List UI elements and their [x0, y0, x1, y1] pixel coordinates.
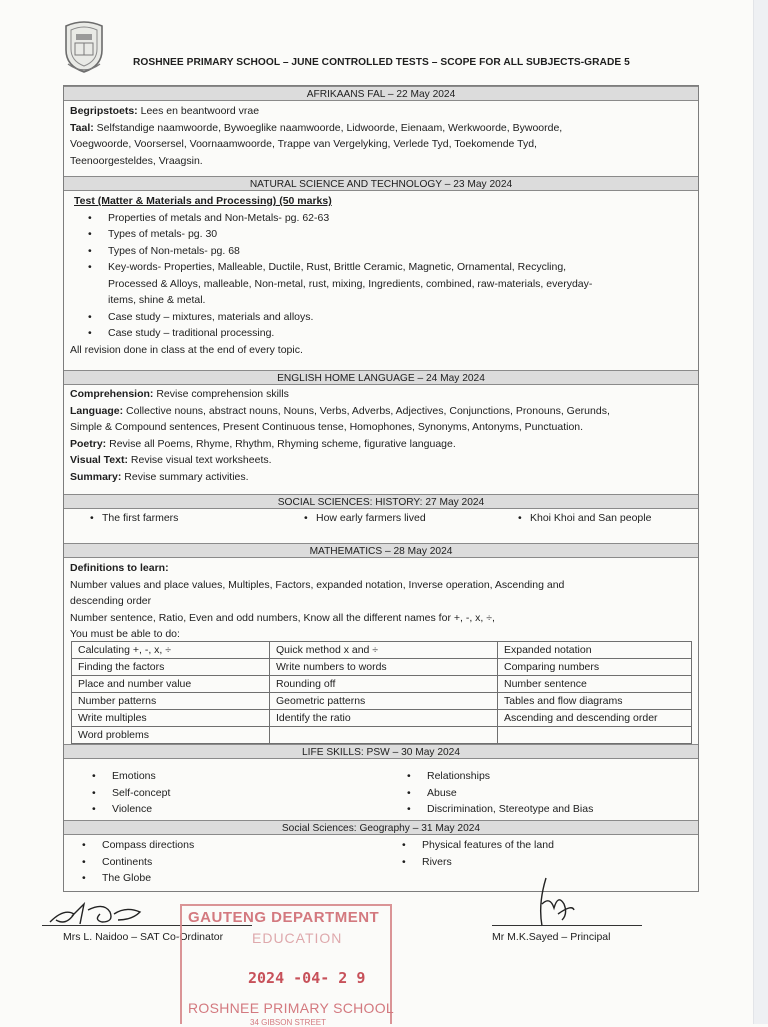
maths-definitions-label: Definitions to learn:: [70, 562, 169, 574]
geography-right: [384, 837, 698, 870]
maths-skills-table: [71, 641, 692, 744]
english-text-language: Collective nouns, abstract nouns, Nouns, Verbs, Adverbs, Adjectives, Conjunctions, Pronouns, Gerunds,: [126, 404, 610, 417]
table-cell: Word problems: [72, 727, 270, 744]
table-cell: Comparing numbers: [498, 659, 692, 676]
maths-text-3: Number sentence, Ratio, Even and odd numbers, Know all the different names for +, -, x, ÷,: [70, 611, 495, 624]
life-skills-item: • Abuse: [389, 785, 698, 802]
history-item: The first farmers: [102, 512, 179, 524]
table-cell: Calculating +, -, x, ÷: [72, 642, 270, 659]
science-item: • Properties of metals and Non-Metals- pg. 62-63: [70, 210, 692, 227]
section-heading-geography: Social Sciences: Geography – 31 May 2024: [64, 820, 698, 835]
afrikaans-text-taal-2: Voegwoorde, Voorsersel, Voornaamwoorde, Trappe van Vergelyking, Verlede Tyd, Toekomende Tyd,: [70, 138, 537, 150]
english-text-comprehension: Revise comprehension skills: [156, 388, 289, 400]
science-content: [70, 193, 692, 358]
table-cell: Place and number value: [72, 676, 270, 693]
table-cell: Number sentence: [498, 676, 692, 693]
signature-naidoo-icon: [44, 898, 154, 932]
section-heading-life-skills: LIFE SKILLS: PSW – 30 May 2024: [64, 744, 698, 759]
stamp-date: 2024 -04- 2 9: [248, 969, 366, 987]
english-label-language: Language:: [70, 404, 124, 417]
table-row: [72, 676, 692, 693]
table-cell: [498, 727, 692, 744]
table-cell: Write numbers to words: [270, 659, 498, 676]
section-heading-science: NATURAL SCIENCE AND TECHNOLOGY – 23 May 2024: [64, 176, 698, 191]
science-keywords-3: items, shine & metal.: [108, 294, 206, 306]
life-skills-item: • Emotions: [74, 768, 384, 785]
science-note: All revision done in class at the end of every topic.: [70, 343, 303, 356]
science-item: • Types of metals- pg. 30: [70, 226, 692, 243]
table-cell: Geometric patterns: [270, 693, 498, 710]
table-row: [72, 659, 692, 676]
section-heading-afrikaans: AFRIKAANS FAL – 22 May 2024: [64, 86, 698, 101]
table-row: [72, 710, 692, 727]
signature-line-right: [492, 925, 642, 926]
geography-item: • Continents: [64, 854, 384, 871]
signature-right-name: Mr M.K.Sayed – Principal: [492, 931, 611, 943]
science-item: • Case study – traditional processing.: [70, 325, 692, 342]
table-cell: Finding the factors: [72, 659, 270, 676]
science-keywords-2: Processed & Alloys, malleable, Non-metal, rust, mixing, Ingredients, combined, raw-materials, everyday-: [108, 277, 593, 290]
history-item: Khoi Khoi and San people: [530, 512, 652, 524]
life-skills-right: [384, 768, 698, 818]
life-skills-item: • Violence: [74, 801, 384, 818]
document-title: ROSHNEE PRIMARY SCHOOL – JUNE CONTROLLED TESTS – SCOPE FOR ALL SUBJECTS-GRADE 5: [133, 57, 630, 68]
afrikaans-label-taal: Taal:: [70, 121, 94, 134]
school-crest-icon: [62, 20, 106, 74]
geography-item: • Physical features of the land: [384, 837, 698, 854]
maths-content: [70, 560, 692, 643]
table-cell: Rounding off: [270, 676, 498, 693]
maths-text-2: descending order: [70, 595, 152, 607]
maths-text-1: Number values and place values, Multiples, Factors, expanded notation, Inverse operation, Ascending and: [70, 578, 565, 591]
table-cell: Tables and flow diagrams: [498, 693, 692, 710]
department-stamp: [180, 904, 395, 1027]
table-cell: Identify the ratio: [270, 710, 498, 727]
life-skills-item: • Relationships: [389, 768, 698, 785]
geography-item: • The Globe: [64, 870, 384, 887]
afrikaans-text-taal-3: Teenoorgesteldes, Vraagsin.: [70, 154, 203, 167]
stamp-line-1: GAUTENG DEPARTMENT: [188, 909, 380, 926]
life-skills-item: • Discrimination, Stereotype and Bias: [389, 801, 698, 818]
english-text-poetry: Revise all Poems, Rhyme, Rhythm, Rhyming scheme, figurative language.: [109, 437, 456, 450]
table-cell: Ascending and descending order: [498, 710, 692, 727]
table-cell: [270, 727, 498, 744]
english-label-summary: Summary:: [70, 470, 122, 483]
history-item: How early farmers lived: [316, 512, 426, 524]
life-skills-left: [64, 768, 384, 818]
table-cell: Quick method x and ÷: [270, 642, 498, 659]
geography-item: • Rivers: [384, 854, 698, 871]
section-heading-maths: MATHEMATICS – 28 May 2024: [64, 543, 698, 558]
table-cell: Write multiples: [72, 710, 270, 727]
history-items: • The first farmers • How early farmers lived • Khoi Khoi and San people: [90, 512, 652, 524]
life-skills-item: • Self-concept: [74, 785, 384, 802]
english-label-comprehension: Comprehension:: [70, 388, 154, 400]
science-keywords-1: Key-words- Properties, Malleable, Ductile, Rust, Brittle Ceramic, Magnetic, Ornamental, Recycling,: [108, 261, 567, 273]
afrikaans-content: [70, 103, 692, 169]
stamp-line-2: EDUCATION: [252, 930, 343, 946]
science-item: • Case study – mixtures, materials and alloys.: [70, 309, 692, 326]
english-text-visual: Revise visual text worksheets.: [130, 454, 272, 466]
table-row: [72, 693, 692, 710]
english-label-poetry: Poetry:: [70, 437, 107, 450]
science-item: [70, 259, 692, 309]
table-cell: Number patterns: [72, 693, 270, 710]
stamp-line-3: ROSHNEE PRIMARY SCHOOL: [188, 1000, 395, 1016]
geography-left: [64, 837, 384, 887]
afrikaans-text-begrip: Lees en beantwoord vrae: [140, 105, 260, 117]
english-label-visual: Visual Text:: [70, 454, 128, 466]
table-row: [72, 642, 692, 659]
section-heading-english: ENGLISH HOME LANGUAGE – 24 May 2024: [64, 370, 698, 385]
geography-item: • Compass directions: [64, 837, 384, 854]
stamp-line-4: 34 GIBSON STREET: [250, 1018, 327, 1027]
table-cell: Expanded notation: [498, 642, 692, 659]
science-item: • Types of Non-metals- pg. 68: [70, 243, 692, 260]
scope-table: [63, 85, 699, 892]
maths-text-4: You must be able to do:: [70, 628, 180, 640]
table-row: [72, 727, 692, 744]
afrikaans-label-begrip: Begripstoets:: [70, 105, 138, 117]
signature-sayed-icon: [528, 874, 578, 932]
english-content: [70, 386, 692, 485]
english-text-language-2: Simple & Compound sentences, Present Continuous tense, Homophones, Synonyms, Antonyms, Punctuation.: [70, 421, 584, 433]
section-heading-history: SOCIAL SCIENCES: HISTORY: 27 May 2024: [64, 494, 698, 509]
page-edge: [753, 0, 768, 1024]
afrikaans-text-taal: Selfstandige naamwoorde, Bywoeglike naamwoorde, Lidwoorde, Eienaam, Werkwoorde, Bywoorde,: [96, 121, 563, 134]
science-test-title: Test (Matter & Materials and Processing) (50 marks): [74, 195, 332, 207]
english-text-summary: Revise summary activities.: [124, 470, 249, 483]
signature-left-name: Mrs L. Naidoo – SAT Co-Ordinator: [63, 931, 224, 943]
